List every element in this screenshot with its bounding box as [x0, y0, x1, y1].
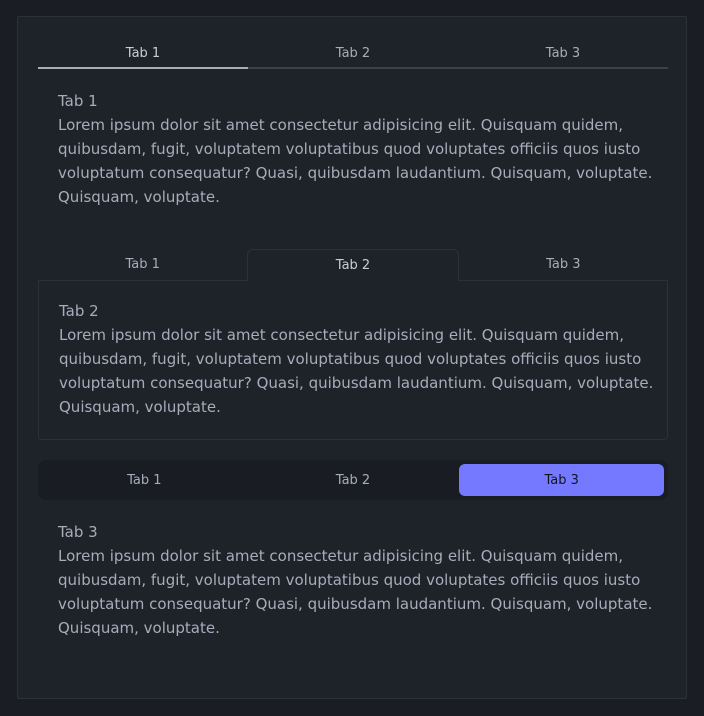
tab-bordered-2[interactable]: Tab 2	[248, 40, 458, 69]
tab-boxed-3[interactable]: Tab 3	[459, 464, 664, 496]
tab-panel-lifted	[59, 299, 659, 419]
tab-boxed-1[interactable]: Tab 1	[127, 472, 162, 488]
tab-boxed-2[interactable]: Tab 2	[335, 472, 371, 488]
tab-bordered-3[interactable]: Tab 3	[458, 40, 668, 69]
tabs-demo-card	[17, 16, 687, 699]
tab-panel-bordered	[58, 89, 658, 209]
tab-panel-boxed	[58, 520, 658, 640]
tab-lifted-1[interactable]: Tab 1	[38, 249, 247, 281]
tab-lifted-3[interactable]: Tab 3	[459, 249, 668, 281]
panel-text: Lorem ipsum dolor sit amet consectetur adipisicing elit. Quisquam quidem, quibusdam, fugit, voluptatem voluptatibus quod voluptates officiis quos iusto voluptatum consequatur? Quasi, quibusdam laudantium. Quisquam, voluptate. Quisquam, voluptate.	[59, 326, 654, 416]
tabs-lifted	[38, 249, 668, 281]
tabs-boxed	[38, 460, 668, 500]
panel-text: Lorem ipsum dolor sit amet consectetur adipisicing elit. Quisquam quidem, quibusdam, fugit, voluptatem voluptatibus quod voluptates officiis quos iusto voluptatum consequatur? Quasi, quibusdam laudantium. Quisquam, voluptate. Quisquam, voluptate.	[58, 547, 653, 637]
panel-text: Lorem ipsum dolor sit amet consectetur adipisicing elit. Quisquam quidem, quibusdam, fugit, voluptatem voluptatibus quod voluptates officiis quos iusto voluptatum consequatur? Quasi, quibusdam laudantium. Quisquam, voluptate. Quisquam, voluptate.	[58, 116, 653, 206]
panel-title: Tab 2	[59, 302, 99, 320]
tab-lifted-2[interactable]: Tab 2	[247, 249, 458, 281]
panel-title: Tab 1	[58, 92, 98, 110]
tabs-bordered	[38, 40, 668, 69]
panel-title: Tab 3	[58, 523, 98, 541]
tab-bordered-1[interactable]: Tab 1	[38, 40, 248, 69]
